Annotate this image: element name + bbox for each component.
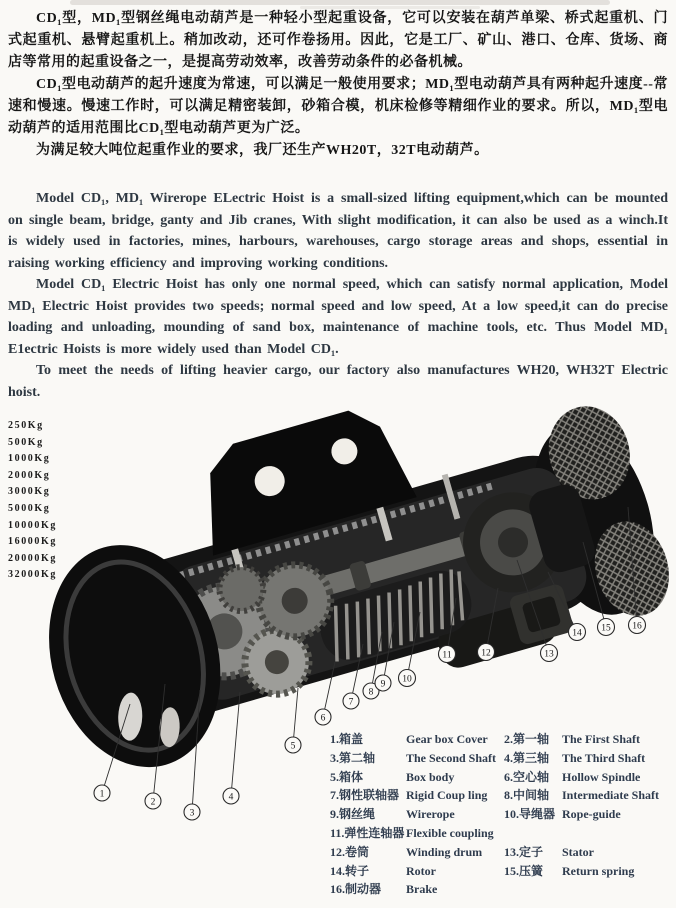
svg-text:4: 4: [228, 792, 234, 803]
scan-artifact: [300, 6, 480, 9]
svg-text:11: 11: [442, 650, 452, 661]
callout-3: [184, 804, 200, 820]
legend-term-cn: 9.钢丝绳: [330, 807, 376, 822]
svg-text:13: 13: [544, 649, 554, 660]
callout-1: [94, 785, 110, 801]
capacity-label: 16000Kg: [8, 536, 57, 548]
legend-term-cn: 4.第三轴: [504, 750, 550, 765]
legend-term-cn: 12.卷筒: [330, 844, 370, 859]
legend-term-cn: 7.钢性联轴器: [330, 788, 400, 803]
callout-7: [343, 693, 359, 709]
capacity-list: [8, 418, 78, 584]
svg-text:2: 2: [150, 797, 156, 808]
callout-12: [478, 644, 495, 661]
capacity-label: 5000Kg: [8, 502, 51, 514]
legend-term-en: The First Shaft: [562, 732, 640, 746]
callout-4: [223, 788, 239, 804]
legend-term-en: The Third Shaft: [562, 750, 646, 765]
legend-term-en: Wirerope: [406, 807, 455, 822]
callout-16: [629, 617, 646, 634]
callout-9: [375, 675, 391, 691]
legend-term-en: Stator: [562, 844, 594, 859]
legend-term-cn: 8.中间轴: [504, 788, 550, 803]
legend-term-en: Box body: [406, 769, 455, 784]
callout-15: [598, 619, 615, 636]
svg-text:5: 5: [290, 741, 296, 752]
scan-artifact: [70, 0, 610, 5]
callout-5: [285, 737, 301, 753]
capacity-label: 1000Kg: [8, 453, 51, 465]
intro-paragraph-en-1: Model CD₁, MD₁ Wirerope ELectric Hoist is a small-sized lifting equipment,which can be mounted on single beam, bridge, ganty and Jib cranes, With slight modification, it can also be used as a winch.It is widely used in factories, mines, harbours, warehouses, cargo storage areas and shops, essential in raising working efficiency and improving working conditions.: [8, 191, 668, 271]
legend-term-en: Intermediate Shaft: [562, 788, 659, 803]
capacity-label: 250Kg: [8, 420, 44, 431]
svg-text:1: 1: [99, 789, 105, 800]
legend-term-cn: 11.弹性连轴器: [330, 825, 405, 840]
legend-term-en: Return spring: [562, 863, 635, 878]
callout-13: [541, 645, 558, 662]
svg-text:6: 6: [320, 713, 326, 724]
legend-term-en: Rigid Coup ling: [406, 788, 488, 803]
legend-term-en: Winding drum: [406, 844, 483, 859]
intro-paragraph-en-2: Model CD₁ Electric Hoist has only one normal speed, which can satisfy normal application, Model MD₁ Electric Hoist provides two speeds; normal speed and low speed, At a low speed,it can do precise loading and unloading, mounding of sand box, maintenance of machine tools, etc. Thus Model MD₁ E1ectric Hoists is more widely used than Model CD₁.: [8, 277, 668, 357]
callout-14: [569, 624, 586, 641]
legend-term-cn: 13.定子: [504, 844, 544, 859]
callout-10: [399, 670, 416, 687]
intro-paragraph-cn-1: CD₁型，MD₁型钢丝绳电动葫芦是一种轻小型起重设备，它可以安装在葫芦单梁、桥式起重机、门式起重机、悬臂起重机上。稍加改动，还可作卷扬用。因此，它是工厂、矿山、港口、仓库、货场、商店等常用的起重设备之一，是提高劳动效率，改善劳动条件的必备机械。: [8, 11, 668, 70]
legend-term-cn: 1.箱盖: [330, 732, 364, 746]
callout-6: [315, 709, 331, 725]
legend-term-en: Brake: [406, 882, 438, 897]
legend-term-cn: 16.制动器: [330, 882, 382, 897]
legend-term-cn: 5.箱体: [330, 769, 364, 784]
intro-paragraph-cn-3: 为满足较大吨位起重作业的要求，我厂还生产WH20T，32T电动葫芦。: [36, 143, 489, 158]
svg-text:12: 12: [481, 648, 491, 659]
machine-assembly: [6, 392, 676, 788]
capacity-label: 2000Kg: [8, 469, 51, 481]
callout-2: [145, 793, 161, 809]
svg-text:9: 9: [380, 679, 386, 690]
legend-term-cn: 3.第二轴: [330, 750, 376, 765]
capacity-label: 20000Kg: [8, 552, 57, 564]
capacity-label: 3000Kg: [8, 486, 51, 498]
legend-term-en: Rope-guide: [562, 807, 621, 822]
svg-text:3: 3: [189, 808, 195, 819]
intro-section-english: [0, 162, 676, 403]
hoist-cutaway-figure: [0, 392, 676, 908]
capacity-label: 32000Kg: [8, 569, 57, 581]
intro-paragraph-cn-2: CD₁型电动葫芦的起升速度为常速，可以满足一般使用要求；MD₁型电动葫芦具有两种起升速度--常速和慢速。慢速工作时，可以满足精密装卸，砂箱合模，机床检修等精细作业的要求。所以，MD₁型电动葫芦的适用范围比CD₁型电动葫芦更为广泛。: [8, 77, 668, 136]
parts-legend: [330, 730, 674, 899]
callout-11: [439, 646, 456, 663]
svg-text:10: 10: [402, 674, 412, 685]
capacity-label: 500Kg: [8, 436, 44, 448]
svg-text:7: 7: [348, 697, 354, 708]
legend-term-en: Rotor: [406, 863, 436, 878]
intro-paragraph-en-3: To meet the needs of lifting heavier cargo, our factory also manufactures WH20, WH32T Electric hoist.: [8, 363, 668, 400]
intro-section-chinese: [0, 0, 676, 162]
legend-term-cn: 15.压簧: [504, 863, 544, 878]
legend-term-en: Hollow Spindle: [562, 769, 641, 784]
svg-text:15: 15: [601, 623, 611, 634]
legend-term-en: The Second Shaft: [406, 750, 497, 765]
capacity-label: 10000Kg: [8, 519, 57, 531]
legend-term-cn: 14.转子: [330, 863, 370, 878]
legend-term-cn: 6.空心轴: [504, 769, 550, 784]
legend-term-cn: 10.导绳器: [504, 807, 556, 822]
svg-text:16: 16: [632, 621, 642, 632]
legend-term-en: Flexible coupling: [406, 825, 494, 840]
legend-term-en: Gear box Cover: [406, 732, 488, 746]
legend-term-cn: 2.第一轴: [504, 732, 550, 746]
svg-text:14: 14: [572, 628, 582, 639]
svg-text:8: 8: [368, 687, 374, 698]
